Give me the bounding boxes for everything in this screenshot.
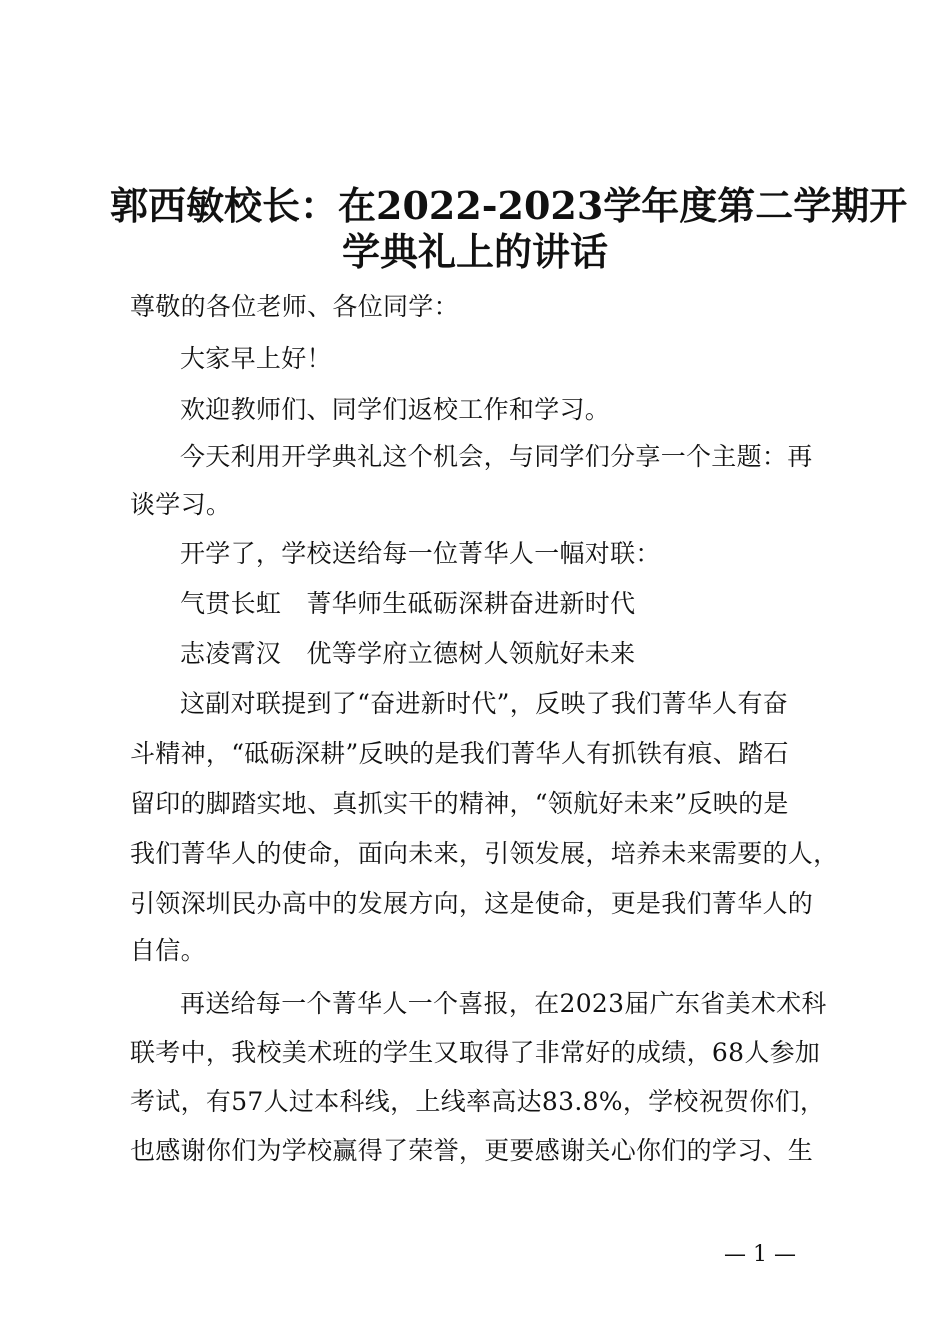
- salutation: 尊敬的各位老师、各位同学：: [130, 292, 459, 321]
- meaning-paragraph-line-3: 留印的脚踏实地、真抓实干的精神，“领航好未来”反映的是: [130, 789, 789, 818]
- meaning-paragraph-line-4: 我们菁华人的使命，面向未来，引领发展，培养未来需要的人，: [130, 839, 839, 868]
- welcome-paragraph: 欢迎教师们、同学们返校工作和学习。: [180, 395, 611, 424]
- greeting: 大家早上好！: [180, 344, 332, 373]
- meaning-paragraph-line-1: 这副对联提到了“奋进新时代”，反映了我们菁华人有奋: [180, 689, 789, 718]
- topic-paragraph-line-2: 谈学习。: [130, 490, 232, 519]
- couplet-line-2: 志凌霄汉 优等学府立德树人领航好未来: [180, 639, 636, 668]
- topic-paragraph-line-1: 今天利用开学典礼这个机会，与同学们分享一个主题：再: [180, 442, 813, 471]
- meaning-paragraph-line-6: 自信。: [130, 936, 206, 965]
- meaning-paragraph-line-5: 引领深圳民办高中的发展方向，这是使命，更是我们菁华人的: [130, 889, 814, 918]
- couplet-intro-paragraph: 开学了，学校送给每一位菁华人一幅对联：: [180, 539, 661, 568]
- document-title-line-1: 郭西敏校长：在2022-2023学年度第二学期开: [110, 183, 908, 228]
- news-paragraph-line-3: 考试，有57人过本科线，上线率高达83.8%，学校祝贺你们，: [130, 1087, 826, 1116]
- news-paragraph-line-1: 再送给每一个菁华人一个喜报，在2023届广东省美术术科: [180, 989, 827, 1018]
- news-paragraph-line-2: 联考中，我校美术班的学生又取得了非常好的成绩，68人参加: [130, 1038, 821, 1067]
- page-number: — 1 —: [724, 1242, 796, 1267]
- document-title-line-2: 学典礼上的讲话: [341, 229, 608, 274]
- news-paragraph-line-4: 也感谢你们为学校赢得了荣誉，更要感谢关心你们的学习、生: [130, 1136, 814, 1165]
- meaning-paragraph-line-2: 斗精神，“砥砺深耕”反映的是我们菁华人有抓铁有痕、踏石: [130, 739, 789, 768]
- couplet-line-1: 气贯长虹 菁华师生砥砺深耕奋进新时代: [180, 589, 636, 618]
